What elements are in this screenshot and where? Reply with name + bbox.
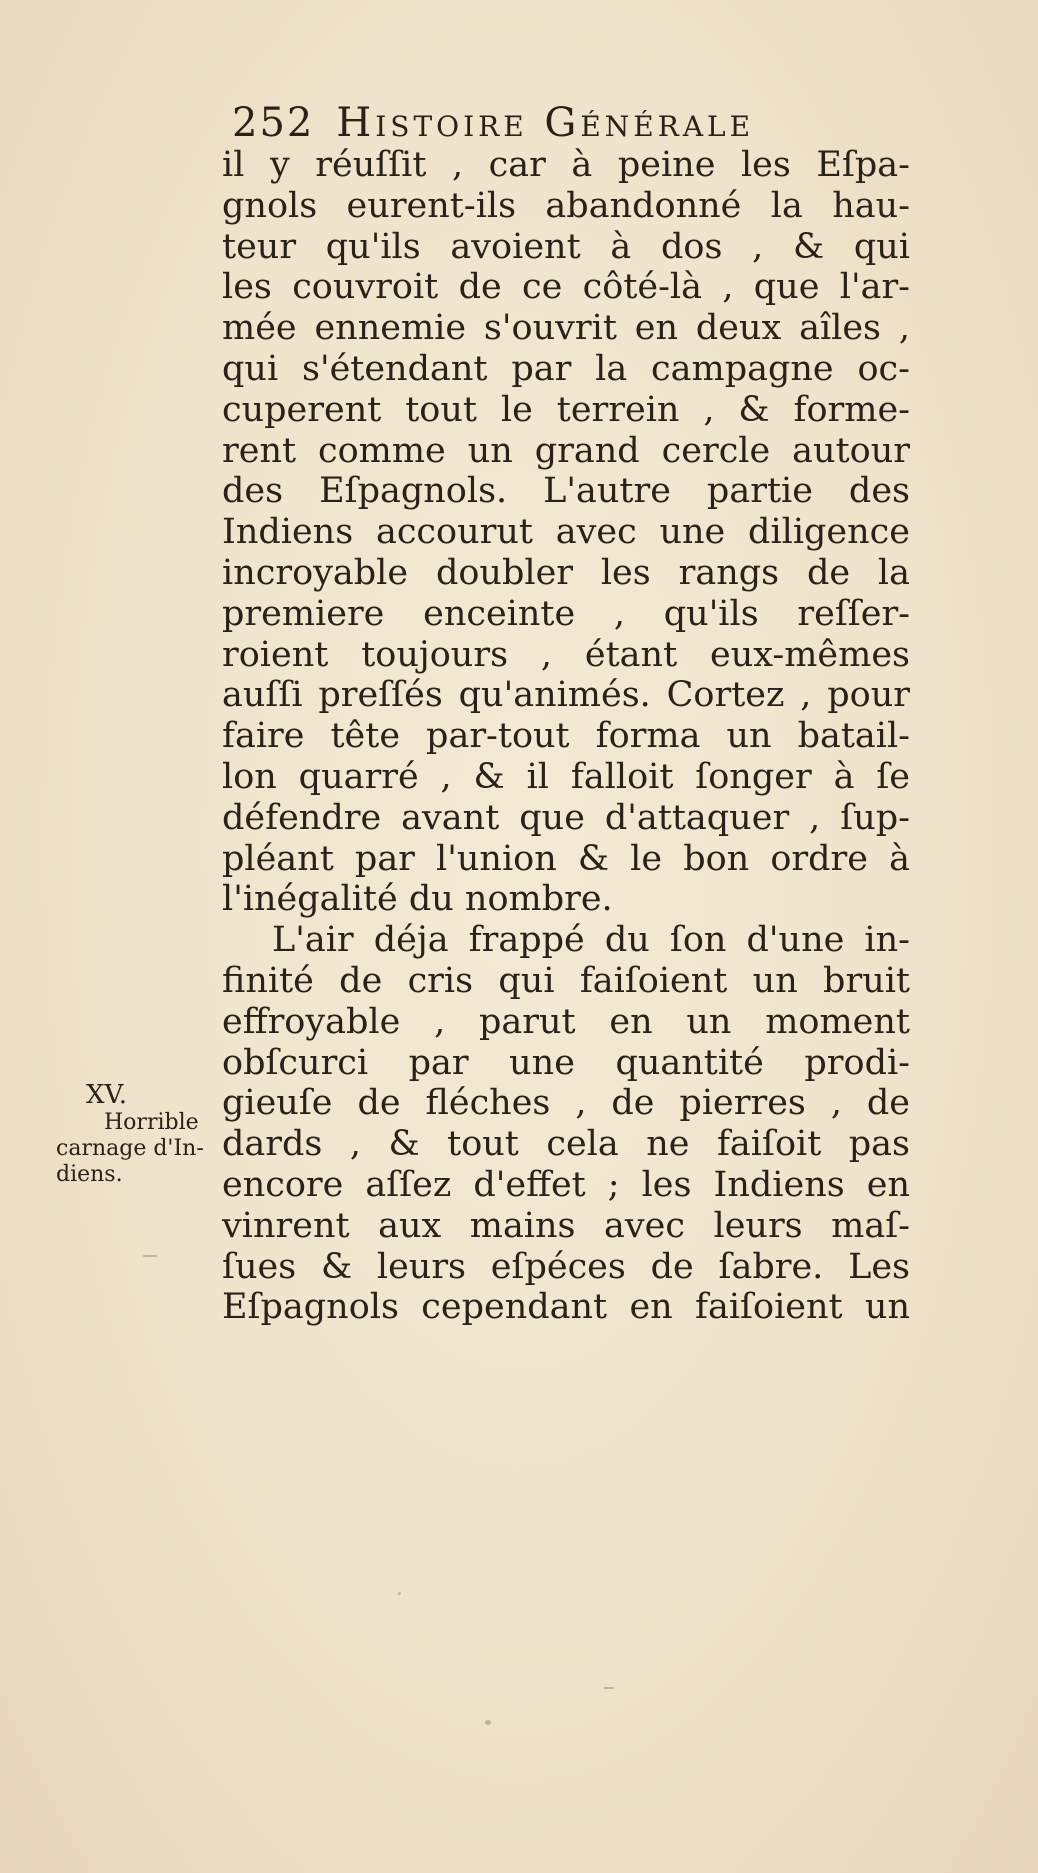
body-text xyxy=(222,145,910,1328)
text-line: gieuſe de fléches , de pierres , de xyxy=(222,1083,910,1124)
running-head xyxy=(232,100,754,146)
text-line: qui s'étendant par la campagne oc- xyxy=(222,348,910,389)
text-line: il y réuſſit , car à peine les Eſpa- xyxy=(222,145,910,185)
text-line: les couvroit de ce côté-là , que l'ar- xyxy=(222,267,910,308)
text-line: auſſi preſſés qu'animés. Cortez , pour xyxy=(222,675,910,716)
text-line: vinrent aux mains avec leurs maſ- xyxy=(222,1205,910,1246)
text-line: cuperent tout le terrein , & forme- xyxy=(222,389,910,430)
text-line: finité de cris qui faiſoient un bruit xyxy=(222,960,910,1001)
section-number: XV. xyxy=(86,1080,128,1110)
text-line: l'inégalité du nombre. xyxy=(222,879,613,920)
text-line: pléant par l'union & le bon ordre à xyxy=(222,838,910,879)
text-line: Indiens accourut avec une diligence xyxy=(222,512,910,553)
text-line: encore aſſez d'effet ; les Indiens en xyxy=(222,1164,910,1205)
paper-speck xyxy=(398,1592,401,1595)
text-line: faire tête par-tout forma un batail- xyxy=(222,716,910,757)
text-line: mée ennemie s'ouvrit en deux aîles , xyxy=(222,308,910,349)
text-line: dards , & tout cela ne faiſoit pas xyxy=(222,1124,910,1165)
margin-note xyxy=(56,1082,216,1188)
paper-speck xyxy=(485,1720,491,1725)
margin-note-line: carnage d'In- xyxy=(56,1136,204,1161)
margin-note-line: Horrible xyxy=(104,1110,199,1135)
text-line: L'air déja frappé du ſon d'une in- xyxy=(272,920,910,961)
text-line: incroyable doubler les rangs de la xyxy=(222,552,910,593)
text-line: des Eſpagnols. L'autre partie des xyxy=(222,471,910,512)
text-line: gnols eurent-ils abandonné la hau- xyxy=(222,185,910,226)
text-line: teur qu'ils avoient à dos , & qui xyxy=(222,226,910,267)
text-line: rent comme un grand cercle autour xyxy=(222,430,910,471)
text-line: lon quarré , & il falloit ſonger à ſe xyxy=(222,756,910,797)
paper-speck xyxy=(143,1255,157,1257)
text-line: ſues & leurs eſpéces de ſabre. Les xyxy=(222,1246,910,1287)
text-line: Eſpagnols cependant en faiſoient un xyxy=(222,1287,910,1328)
running-title: Histoire Générale xyxy=(336,100,755,146)
text-line: défendre avant que d'attaquer , ſup- xyxy=(222,797,910,838)
text-line: premiere enceinte , qu'ils reſſer- xyxy=(222,593,910,634)
text-line: obſcurci par une quantité prodi- xyxy=(222,1042,910,1083)
paper-speck xyxy=(604,1687,614,1689)
margin-note-line: diens. xyxy=(56,1162,123,1187)
page-number: 252 xyxy=(232,100,315,146)
text-line: effroyable , parut en un moment xyxy=(222,1001,910,1042)
text-line: roient toujours , étant eux-mêmes xyxy=(222,634,910,675)
